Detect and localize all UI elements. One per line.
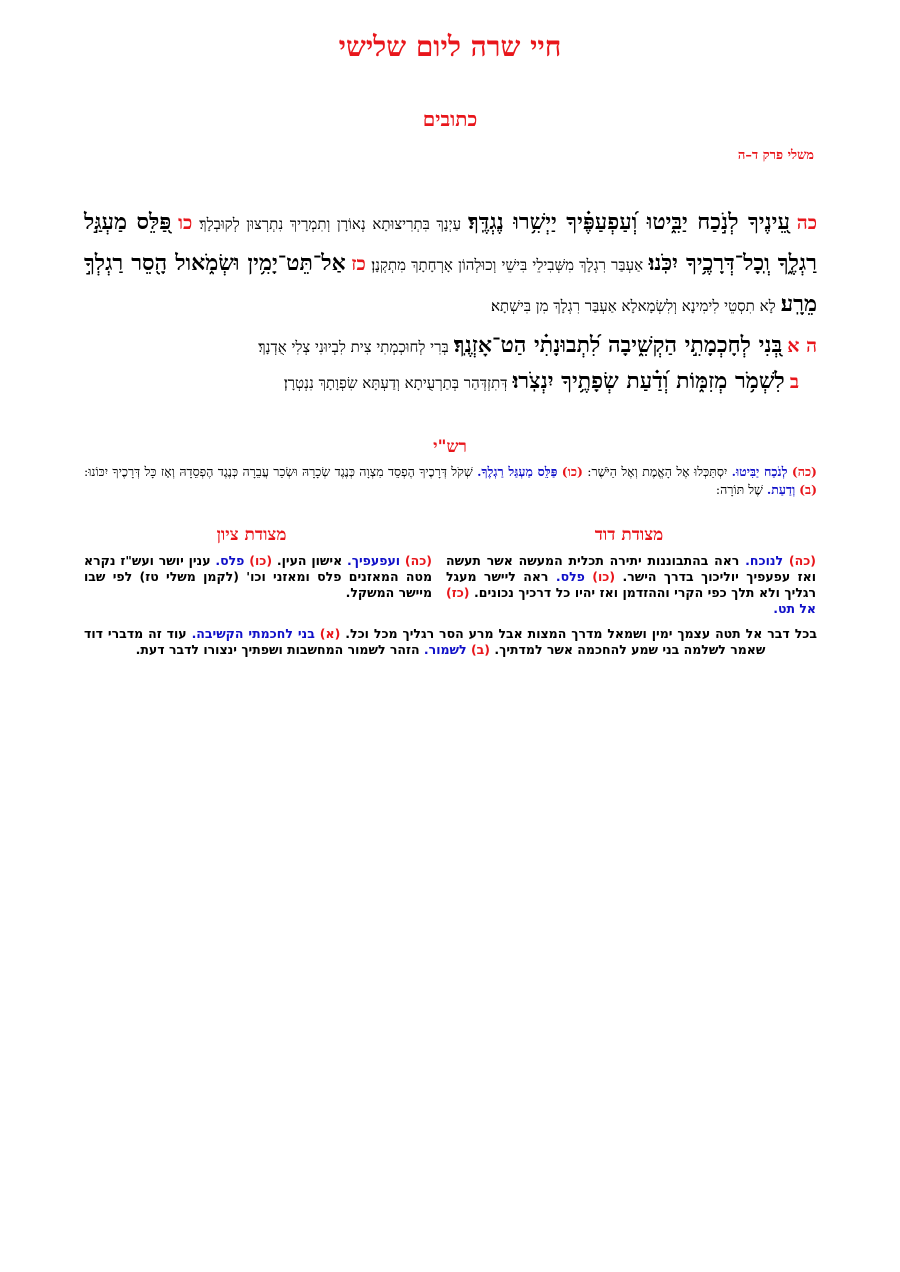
commentary-lemma: לנוכח. (745, 553, 784, 568)
rashi-commentary (84, 463, 817, 499)
verse-number: כז (351, 253, 366, 275)
verse-text: פַּ֭לֵּס מַעְגַּ֣ל רַגְלֶ֑ךָ וְֽכָל־דְּרָכֶ֥יךָ יִכֹּֽנוּ׃ (84, 209, 817, 276)
commentary-text: עוד זה מדברי דוד שאמר לשלמה בני שמע להחכמה אשר למדתיך. (84, 626, 766, 657)
verses-block (84, 203, 817, 397)
commentary-text: ראה ליישר מעגל רגליך ולא תלך כפי הקרי וההזדמן ואז יהיו כל דרכיך נכונים. (446, 569, 817, 600)
verse-paragraph (84, 326, 817, 367)
commentary-lemma: לשמור. (423, 642, 467, 657)
verse-text: לִשְׁמֹ֥ר מְזִמּ֑וֹת וְ֝דַ֗עַת שְׂפָתֶ֥יךָ יִנְצֹֽרוּ׃ (512, 368, 785, 394)
commentary-text: שְׁקֹל דְּרָכֶיךָ הֶפְסֵד מִצְוָה כְּנֶגֶד שְׂכָרָהּ וּשְׂכַר עֲבֵרָה כְּנֶגֶד הֶפְסֵדָהּ וְאָז כָּל דְּרָכֶיךָ יִכּוֹנוּ: (84, 464, 478, 479)
targum-text: אַעְבַּר רִגְלָךְ מִשְּׁבִילֵי בִּישֵׁי וְכוּלְהוֹן אָרְחָתָךְ מִתְקְנָן׃ (371, 256, 644, 274)
targum-text: לָא תִסְטֵי לִימִינָא וְלִשְׂמָאלָא אַעְבַּר רִגְלָךְ מִן בִּישְׁתָא׃ (491, 297, 776, 315)
commentary-lemma: פלס. (215, 553, 245, 568)
targum-text: דְּתִזְדְּהַר בְּתַרְעֻיתָא וְדַעְתָּא שִׂפְוָתָךְ נִנְטְרָן׃ (283, 374, 508, 392)
commentary-lemma: פַּלֵּס מַעְגַּל רַגְלֶךָ. (477, 464, 558, 479)
commentary-ref: (ב) (470, 642, 490, 657)
verse-number: כה (796, 212, 817, 234)
verse-text: אַל־תֵּט־יָמִ֥ין וּשְׂמֹ֑אול הָ֖סֵר רַגְלְךָ֣ מֵרָֽע׃ (84, 250, 817, 317)
commentary-text: אישון העין. (276, 553, 348, 568)
commentary-ref: (כה) (791, 464, 817, 479)
section-title: כתובים (422, 107, 478, 131)
metzudat-david-title: מצודת דוד (594, 525, 664, 545)
metzudat-david-column (446, 553, 816, 617)
commentary-ref: (כו) (592, 569, 616, 584)
verse-text: עֵ֭ינֶיךָ לְנֹ֣כַח יַבִּ֑יטוּ וְ֝עַפְעַפֶּ֗יךָ יַיְשִׁ֥רוּ נֶגְדֶּֽךָ׃ (468, 209, 790, 235)
commentary-lemma: לְנֹכַח יַבִּיטוּ. (731, 464, 788, 479)
page-title: חיי שרה ליום שלישי (338, 30, 562, 63)
commentary-text: שֶׁל תּוֹרָה: (715, 482, 767, 497)
commentary-ref: (א) (319, 626, 341, 641)
commentary-text: הזהר לשמור המחשבות ושפתיך ינצורו לדבר דעת. (135, 642, 424, 657)
commentary-ref: (ב) (799, 482, 817, 497)
metzudat-tzion-column (84, 553, 432, 601)
verse-number: ב (789, 371, 799, 393)
targum-text: בְּרִי לְחוּכְמְתִי צִית לִבְיוּנִי צְלִי אֻדְנָךְ׃ (258, 338, 449, 356)
commentary-lemma: בני לחכמתי הקשיבה. (191, 626, 315, 641)
commentary-ref: (כה) (788, 553, 816, 568)
commentary-lemma: ועפעפיך. (347, 553, 401, 568)
targum-text: עַיְנָךְ בִּתְרִיצוּתָא נְאוֹרָן וְתִמְרָיךְ נִתְרְצוּן לְקוּבְלָךְ׃ (199, 215, 462, 233)
metzudat-tzion-title: מצודת ציון (216, 525, 287, 545)
commentary-ref: (כז) (446, 585, 470, 600)
verse-number: כו (178, 212, 193, 234)
verse-number: ה א (787, 335, 817, 357)
verse-paragraph (84, 203, 817, 326)
commentary-ref: (כה) (404, 553, 433, 568)
rashi-title: רש"י (433, 437, 467, 457)
commentary-text: יִסְתַּכְּלוּ אֶל הָאֱמֶת וְאֶל הַיֹּשֶׁר: (587, 464, 732, 479)
metzudat-david-continuation (84, 626, 817, 658)
verse-text: בְּ֭נִי לְחָכְמָתִ֣י הַקְשִׁ֑יבָה לִ֝תְבוּנָתִ֗י הַט־אָזְנֶֽךָ׃ (453, 332, 783, 358)
commentary-lemma: וְדַעַת. (766, 482, 796, 497)
commentary-text: ראה בהתבוננות יתירה תכלית המעשה אשר תעשה ואז עפעפיך יוליכוך בדרך הישר. (446, 553, 817, 584)
verse-kh (192, 209, 817, 235)
commentary-text: בכל דבר אל תטה עצמך ימין ושמאל מדרך המצות אבל מרע הסר רגליך מכל וכל. (345, 626, 817, 641)
chapter-reference: משלי פרק ד–ה (737, 148, 814, 163)
commentary-lemma: אל תט. (773, 601, 816, 616)
commentary-text: ענין יושר ועש"ז נקרא מטה המאזנים פלס ומאזני וכו' (לקמן משלי טז) לפי שבו מיישר המשקל. (84, 553, 432, 600)
commentary-ref: (כו) (561, 464, 583, 479)
commentary-ref: (כו) (249, 553, 273, 568)
commentary-lemma: פלס. (555, 569, 585, 584)
verse-paragraph (84, 367, 817, 397)
